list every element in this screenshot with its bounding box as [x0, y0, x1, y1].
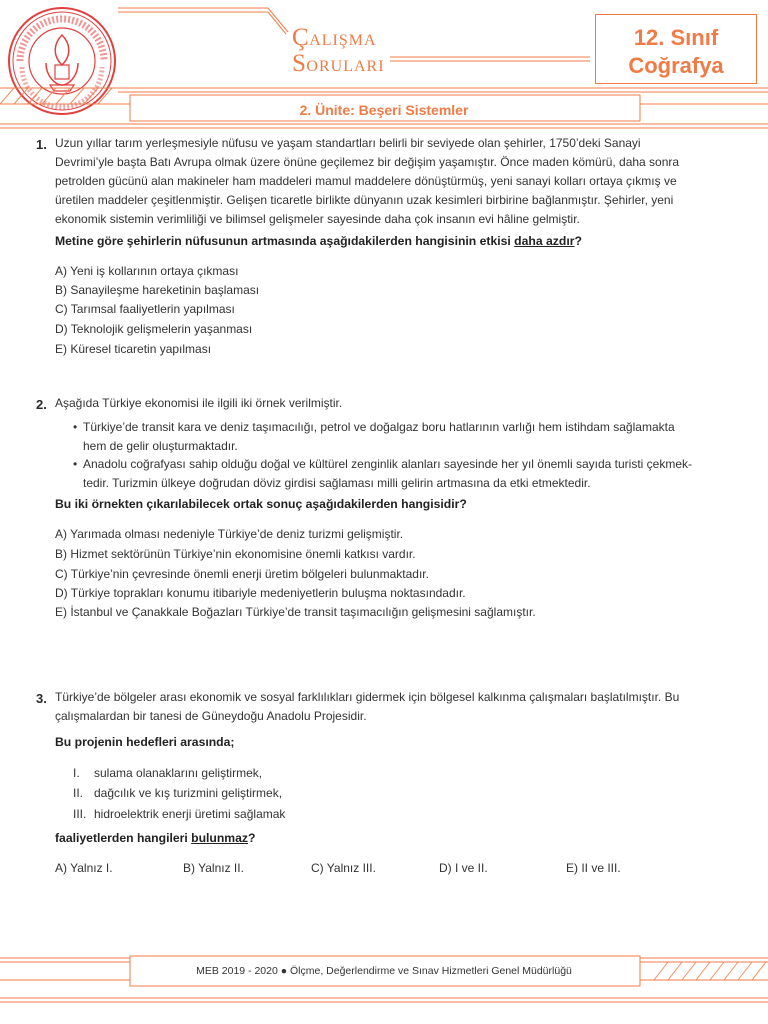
- question-3-option-c[interactable]: C) Yalnız III.: [311, 861, 376, 875]
- unit-title: 2. Ünite: Beşeri Sistemler: [299, 102, 469, 118]
- subject-label: Coğrafya: [628, 53, 724, 78]
- question-3-number: 3.: [36, 691, 47, 706]
- grade-label: 12. Sınıf: [633, 25, 719, 50]
- question-2-option-c[interactable]: C) Türkiye’nin çevresinde önemli enerji üretim bölgeleri bulunmaktadır.: [55, 567, 429, 581]
- question-1-option-c[interactable]: C) Tarımsal faaliyetlerin yapılması: [55, 302, 235, 316]
- question-3-option-d[interactable]: D) I ve II.: [439, 861, 488, 875]
- brand-title-line2: SORULARI: [292, 50, 385, 77]
- question-1-stem: Metine göre şehirlerin nüfusunun artmasında aşağıdakilerden hangisinin etkisi daha azdır?: [55, 234, 582, 248]
- question-3-stem-2: faaliyetlerden hangileri bulunmaz?: [55, 831, 256, 845]
- question-3-stem-1: Bu projenin hedefleri arasında;: [55, 735, 235, 749]
- question-2-option-a[interactable]: A) Yarımada olması nedeniyle Türkiye’de deniz turizmi gelişmiştir.: [55, 527, 404, 541]
- question-2-number: 2.: [36, 397, 47, 412]
- question-1-option-e[interactable]: E) Küresel ticaretin yapılması: [55, 342, 212, 356]
- question-2-bullet-1: • Türkiye’de transit kara ve deniz taşımacılığı, petrol ve doğalgaz boru hatlarının varlığı hem istihdam sağlamakta hem de gelir oluşturmaktadır.: [73, 420, 675, 453]
- grade-subject-box: [595, 14, 757, 84]
- brand-title-line1: ÇALIŞMA: [292, 24, 377, 51]
- question-2-stem: Bu iki örnekten çıkarılabilecek ortak sonuç aşağıdakilerden hangisidir?: [55, 497, 467, 511]
- question-2-option-b[interactable]: B) Hizmet sektörünün Türkiye’nin ekonomisine önemli katkısı vardır.: [55, 547, 416, 561]
- footer-text: MEB 2019 - 2020 ● Ölçme, Değerlendirme ve Sınav Hizmetleri Genel Müdürlüğü: [196, 965, 572, 977]
- question-3-roman-num-1: I.: [73, 766, 80, 780]
- footer-decoration: [0, 950, 768, 1024]
- question-1-number: 1.: [36, 137, 47, 152]
- question-2-option-d[interactable]: D) Türkiye toprakları konumu itibariyle medeniyetlerin buluşma noktasındadır.: [55, 586, 466, 600]
- question-3-roman-item-3: hidroelektrik enerji üretimi sağlamak: [94, 807, 286, 821]
- question-2-option-e[interactable]: E) İstanbul ve Çanakkale Boğazları Türkiye’de transit taşımacılığın gelişmesini sağlamıştır.: [55, 605, 536, 619]
- question-3-option-e[interactable]: E) II ve III.: [566, 861, 621, 875]
- question-3-roman-num-2: II.: [73, 786, 84, 800]
- question-3-roman-item-2: dağcılık ve kış turizmini geliştirmek,: [94, 786, 283, 800]
- question-1-paragraph: Uzun yıllar tarım yerleşmesiyle nüfusu ve yaşam standartları belirli bir seviyede olan şehirler, 1750’deki Sanayi Devrimi’yle başta Batı Avrupa olmak üzere önüne geçilemez bir değişim yaşamıştır. Önce maden kömürü, daha sonra petrolden gücünü alan makineler ham maddeleri mamul maddelere dönüştürmüş, yeni sanayi kolları ortaya çıkmış ve üretilen maddeler çeşitlenmiştir. Gelişen ticaretle birlikte dünyanın uzak kesimleri birbirine bağlanmıştır. Şehirler, yeni ekonomik sistemin verimliliği ve bilimsel gelişmeler sayesinde daha çok insanın evi hâline gelmiştir.: [55, 136, 680, 226]
- question-1-option-d[interactable]: D) Teknolojik gelişmelerin yaşanması: [55, 322, 253, 336]
- question-3-roman-num-3: III.: [73, 807, 87, 821]
- question-1-option-b[interactable]: B) Sanayileşme hareketinin başlaması: [55, 283, 260, 297]
- bullet-icon: •: [73, 457, 78, 471]
- bullet-icon: •: [73, 420, 78, 434]
- question-3-option-b[interactable]: B) Yalnız II.: [183, 861, 244, 875]
- question-2-intro: Aşağıda Türkiye ekonomisi ile ilgili iki örnek verilmiştir.: [55, 396, 343, 410]
- question-1-option-a[interactable]: A) Yeni iş kollarının ortaya çıkması: [55, 264, 239, 278]
- question-3-option-a[interactable]: A) Yalnız I.: [55, 861, 113, 875]
- question-2-bullet-2: • Anadolu coğrafyası sahip olduğu doğal ve kültürel zenginlik alanları sayesinde her yıl önemli sayıda turisti çekmek- tedir. Turizmin ülkeye doğrudan döviz girdisi sağlaması milli gelirin artmasına da etki etmektedir.: [73, 457, 692, 490]
- question-3-paragraph: Türkiye’de bölgeler arası ekonomik ve sosyal farklılıkları gidermek için bölgesel kalkınma çalışmaları başlatılmıştır. Bu çalışmalardan bir tanesi de Güneydoğu Anadolu Projesidir.: [55, 690, 680, 723]
- question-3-roman-item-1: sulama olanaklarını geliştirmek,: [94, 766, 263, 780]
